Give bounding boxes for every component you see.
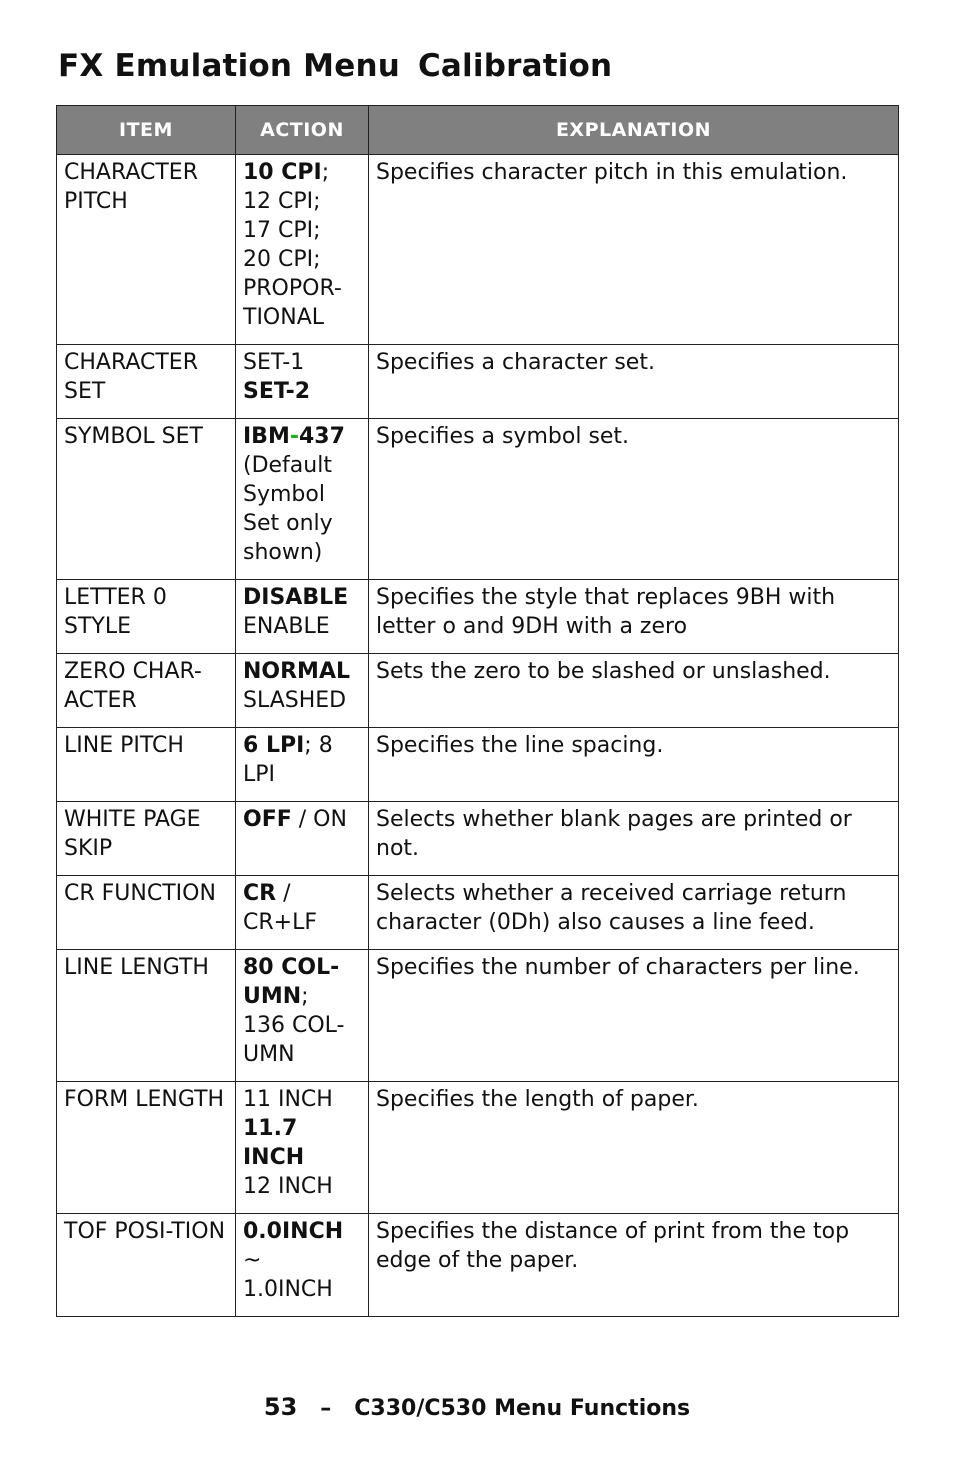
item-cell: FORM LENGTH [57,1082,236,1214]
title-sub: Calibration [417,48,613,84]
item-cell: ZERO CHAR-ACTER [57,654,236,728]
explanation-cell: Specifies the line spacing. [369,728,899,802]
document-title: C330/C530 Menu Functions [354,1396,691,1421]
table-row [57,876,899,950]
table-row [57,345,899,419]
item-cell: CHARACTER SET [57,345,236,419]
table-row [57,654,899,728]
table-row [57,155,899,345]
action-default: SET-2 [243,379,311,404]
action-cell: 10 CPI; 12 CPI; 17 CPI; 20 CPI; PROPOR- TIONAL [236,155,369,345]
explanation-cell: Specifies character pitch in this emulation. [369,155,899,345]
table-row [57,419,899,580]
explanation-cell: Specifies the style that replaces 9BH with letter o and 9DH with a zero [369,580,899,654]
action-default: DISABLE [243,585,349,610]
explanation-cell: Specifies a symbol set. [369,419,899,580]
item-cell: LETTER 0 STYLE [57,580,236,654]
action-cell: NORMAL SLASHED [236,654,369,728]
action-cell: IBM-437 (Default Symbol Set only shown) [236,419,369,580]
fx-emulation-menu-table [56,105,899,1317]
item-cell: SYMBOL SET [57,419,236,580]
page-number: 53 [263,1393,298,1421]
header-item: ITEM [57,106,236,155]
explanation-cell: Specifies the number of characters per line. [369,950,899,1082]
action-default: 10 CPI [243,160,322,185]
page-title [58,48,612,84]
explanation-cell: Selects whether a received carriage return character (0Dh) also causes a line feed. [369,876,899,950]
title-main: FX Emulation Menu [58,48,400,84]
explanation-cell: Specifies a character set. [369,345,899,419]
item-cell: CR FUNCTION [57,876,236,950]
page-footer [0,1393,954,1421]
action-cell: SET-1 SET-2 [236,345,369,419]
item-cell: LINE PITCH [57,728,236,802]
action-default: NORMAL [243,659,350,684]
action-default: 11.7 [243,1116,298,1141]
action-default: IBM [243,424,290,449]
header-explanation: EXPLANATION [369,106,899,155]
item-cell: LINE LENGTH [57,950,236,1082]
action-cell: 80 COL- UMN; 136 COL- UMN [236,950,369,1082]
explanation-cell: Selects whether blank pages are printed or not. [369,802,899,876]
action-cell: DISABLE ENABLE [236,580,369,654]
action-default: 0.0INCH [243,1219,344,1244]
item-cell: CHARACTER PITCH [57,155,236,345]
table-row [57,580,899,654]
action-cell: OFF / ON [236,802,369,876]
table-row [57,1214,899,1317]
header-action: ACTION [236,106,369,155]
footer-separator: – [320,1396,332,1421]
explanation-cell: Sets the zero to be slashed or unslashed. [369,654,899,728]
table-row [57,1082,899,1214]
action-default: OFF [243,807,292,832]
table-row [57,728,899,802]
table-header-row [57,106,899,155]
explanation-cell: Specifies the length of paper. [369,1082,899,1214]
action-cell: 0.0INCH ~ 1.0INCH [236,1214,369,1317]
action-cell: CR / CR+LF [236,876,369,950]
item-cell: TOF POSI-TION [57,1214,236,1317]
action-default: CR [243,881,277,906]
action-cell: 11 INCH 11.7 INCH 12 INCH [236,1082,369,1214]
green-dash: - [289,424,299,449]
table-row [57,950,899,1082]
action-default: 6 LPI [243,733,305,758]
table-row [57,802,899,876]
item-cell: WHITE PAGE SKIP [57,802,236,876]
explanation-cell: Specifies the distance of print from the top edge of the paper. [369,1214,899,1317]
action-cell: 6 LPI; 8 LPI [236,728,369,802]
action-default: 80 COL- [243,955,340,980]
